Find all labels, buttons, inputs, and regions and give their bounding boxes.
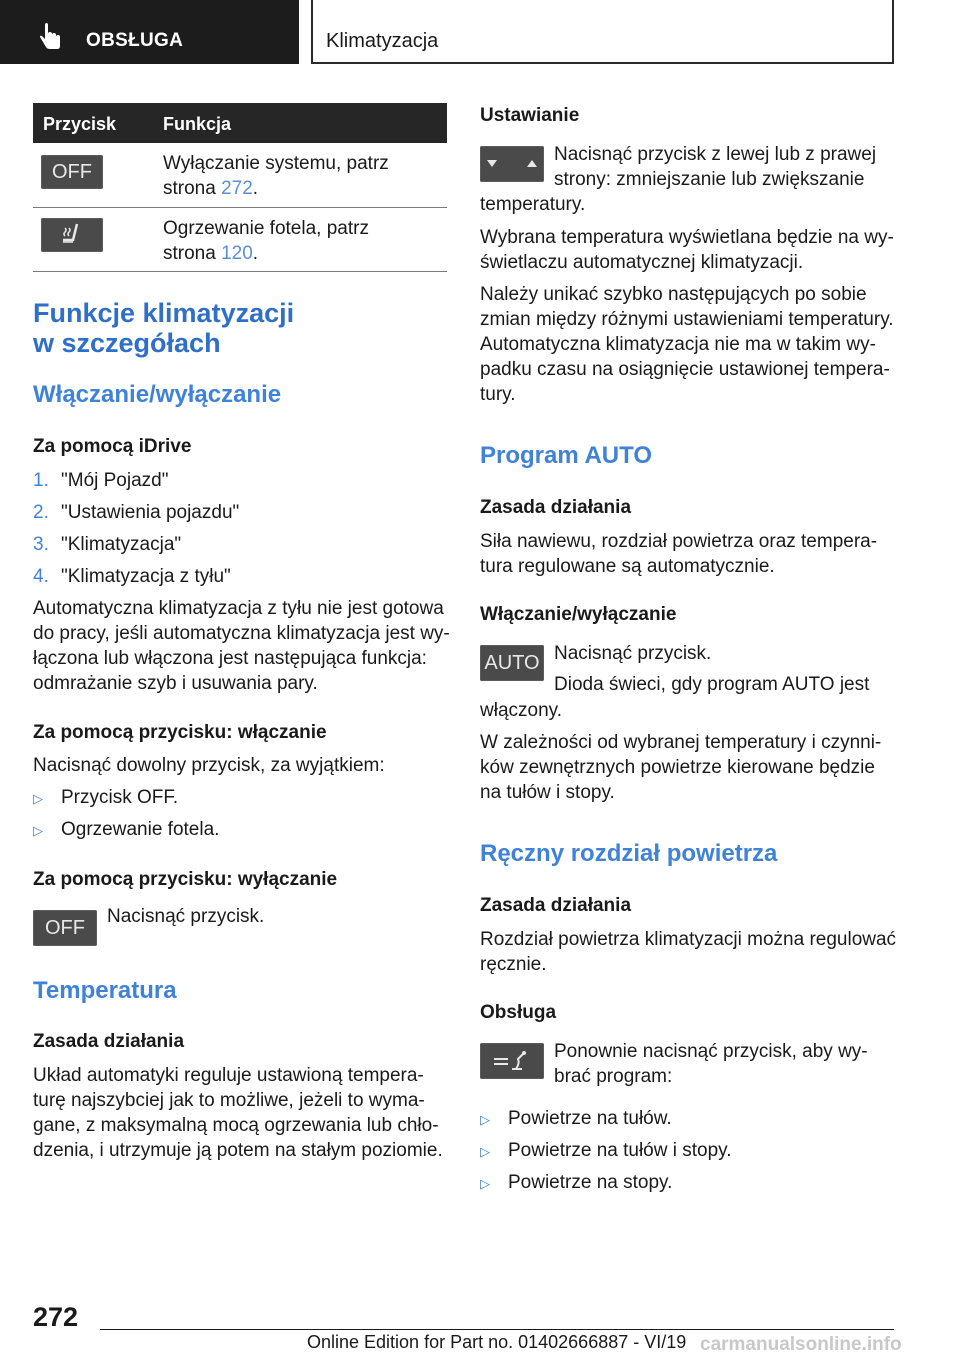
auto-depend-paragraph: W zależności od wybranej temperatury i czynni- ków zewnętrznych powietrze kierowane będzie na tułów i stopy. bbox=[480, 732, 882, 803]
table-row-2-line1: Ogrzewanie fotela, patrz bbox=[163, 218, 369, 239]
list-item: ▷ Powietrze na tułów i stopy. bbox=[480, 1140, 732, 1161]
table-header-function: Funkcja bbox=[163, 114, 232, 134]
rear-climate-paragraph: Automatyczna klimatyzacja z tyłu nie jest gotowa do pracy, jeśli automatyczna klimatyzacja jest wy- łączona lub włączona jest następująca funkcja: odmrażanie szyb i usuwania pary. bbox=[33, 598, 450, 694]
heading-principle: Zasada działania bbox=[480, 895, 632, 916]
table-row-2-line2: strona 120. bbox=[163, 243, 259, 264]
heading-operation: Obsługa bbox=[480, 1002, 557, 1023]
setting-text: Nacisnąć przycisk z lewej lub z prawej strony: zmniejszanie lub zwiększanie bbox=[554, 144, 877, 190]
heading-idrive: Za pomocą iDrive bbox=[33, 436, 192, 457]
table-row-2-text bbox=[163, 216, 369, 266]
off-text: Nacisnąć przycisk. bbox=[107, 906, 265, 927]
on-text: Nacisnąć dowolny przycisk, za wyjątkiem: bbox=[33, 755, 385, 776]
table-row-1-text bbox=[163, 151, 389, 201]
table-row-1-line2: strona 272. bbox=[163, 178, 259, 199]
off-button-image: OFF bbox=[33, 910, 97, 946]
subheading-on-off: Włączanie/wyłączanie bbox=[33, 381, 282, 408]
display-paragraph: Wybrana temperatura wyświetlana będzie na wy- świetlaczu automatycznej klimatyzacji. bbox=[480, 227, 894, 273]
table-row-1-line1: Wyłączanie systemu, patrz bbox=[163, 153, 389, 174]
watermark: carmanualsonline.info bbox=[700, 1334, 902, 1355]
table-divider bbox=[33, 207, 447, 208]
footer-line bbox=[100, 1329, 894, 1330]
footer-edition: Online Edition for Part no. 01402666887 - VI/19 bbox=[307, 1332, 687, 1352]
heading-setting: Ustawianie bbox=[480, 105, 580, 126]
list-item: 1. "Mój Pojazd" bbox=[33, 470, 169, 491]
auto-paragraph: Siła nawiewu, rozdział powietrza oraz tempera- tura regulowane są automatycznie. bbox=[480, 531, 878, 577]
list-item: ▷ Powietrze na tułów. bbox=[480, 1108, 672, 1129]
subheading-manual: Ręczny rozdział powietrza bbox=[480, 840, 778, 867]
list-item: ▷ Ogrzewanie fotela. bbox=[33, 819, 220, 840]
header-section-label: OBSŁUGA bbox=[86, 30, 184, 51]
seat-heating-icon bbox=[57, 222, 87, 248]
seat-heating-button-image bbox=[41, 218, 103, 252]
temperature-arrows-icon bbox=[483, 154, 541, 174]
temperature-paragraph: Układ automatyki reguluje ustawioną tempera- turę najszybciej jak to możliwe, jeżeli to wyma- gane, z maksymalną mocą ogrzewania lub chło- dzenia, i utrzymuje ją potem na stałym poziomie. bbox=[33, 1065, 443, 1161]
avoid-paragraph: Należy unikać szybko następujących po sobie zmian między różnymi ustawieniami temperatury. Automatyczna klimatyzacja nie ma w takim wy- padku czasu na osiągnięcie ustawionej tempera- tury. bbox=[480, 284, 894, 405]
page-link-120[interactable]: 120 bbox=[221, 243, 253, 264]
manual-paragraph: Rozdział powietrza klimatyzacji można regulować ręcznie. bbox=[480, 929, 897, 975]
auto-led-text: Dioda świeci, gdy program AUTO jest bbox=[554, 674, 870, 695]
table-header bbox=[33, 103, 447, 143]
table-header-button: Przycisk bbox=[43, 114, 117, 134]
auto-button-image: AUTO bbox=[480, 645, 544, 681]
idrive-steps bbox=[33, 468, 239, 596]
air-programs-list bbox=[480, 1106, 732, 1202]
heading-principle: Zasada działania bbox=[480, 497, 632, 518]
list-item: 2. "Ustawienia pojazdu" bbox=[33, 502, 240, 523]
subheading-auto: Program AUTO bbox=[480, 442, 653, 469]
heading-auto-on-off: Włączanie/wyłączanie bbox=[480, 604, 677, 625]
air-distribution-button-image bbox=[480, 1043, 544, 1079]
auto-press-text: Nacisnąć przycisk. bbox=[554, 643, 712, 664]
page-title: Klimatyzacja bbox=[326, 30, 439, 52]
page-link-272[interactable]: 272 bbox=[221, 178, 253, 199]
heading-principle: Zasada działania bbox=[33, 1031, 185, 1052]
page-number: 272 bbox=[33, 1302, 79, 1332]
temperature-button-image bbox=[480, 146, 544, 182]
setting-text-cont: temperatury. bbox=[480, 194, 586, 215]
list-item: ▷ Przycisk OFF. bbox=[33, 787, 179, 808]
list-item: 3. "Klimatyzacja" bbox=[33, 534, 182, 555]
subheading-temperature: Temperatura bbox=[33, 977, 177, 1004]
heading-button-on: Za pomocą przycisku: włączanie bbox=[33, 722, 327, 743]
on-exceptions bbox=[33, 785, 219, 849]
heading-button-off: Za pomocą przycisku: wyłączanie bbox=[33, 869, 338, 890]
list-item: ▷ Powietrze na stopy. bbox=[480, 1172, 673, 1193]
operation-text: Ponownie nacisnąć przycisk, aby wy- brać program: bbox=[554, 1041, 868, 1087]
list-item: 4. "Klimatyzacja z tyłu" bbox=[33, 566, 231, 587]
table-bottom-line bbox=[33, 271, 447, 272]
section-heading: Funkcje klimatyzacji w szczegółach bbox=[33, 298, 295, 358]
air-distribution-icon bbox=[490, 1049, 534, 1073]
auto-led-cont: włączony. bbox=[480, 700, 563, 721]
hand-pointer-icon bbox=[36, 22, 66, 52]
off-button-image: OFF bbox=[41, 155, 103, 189]
